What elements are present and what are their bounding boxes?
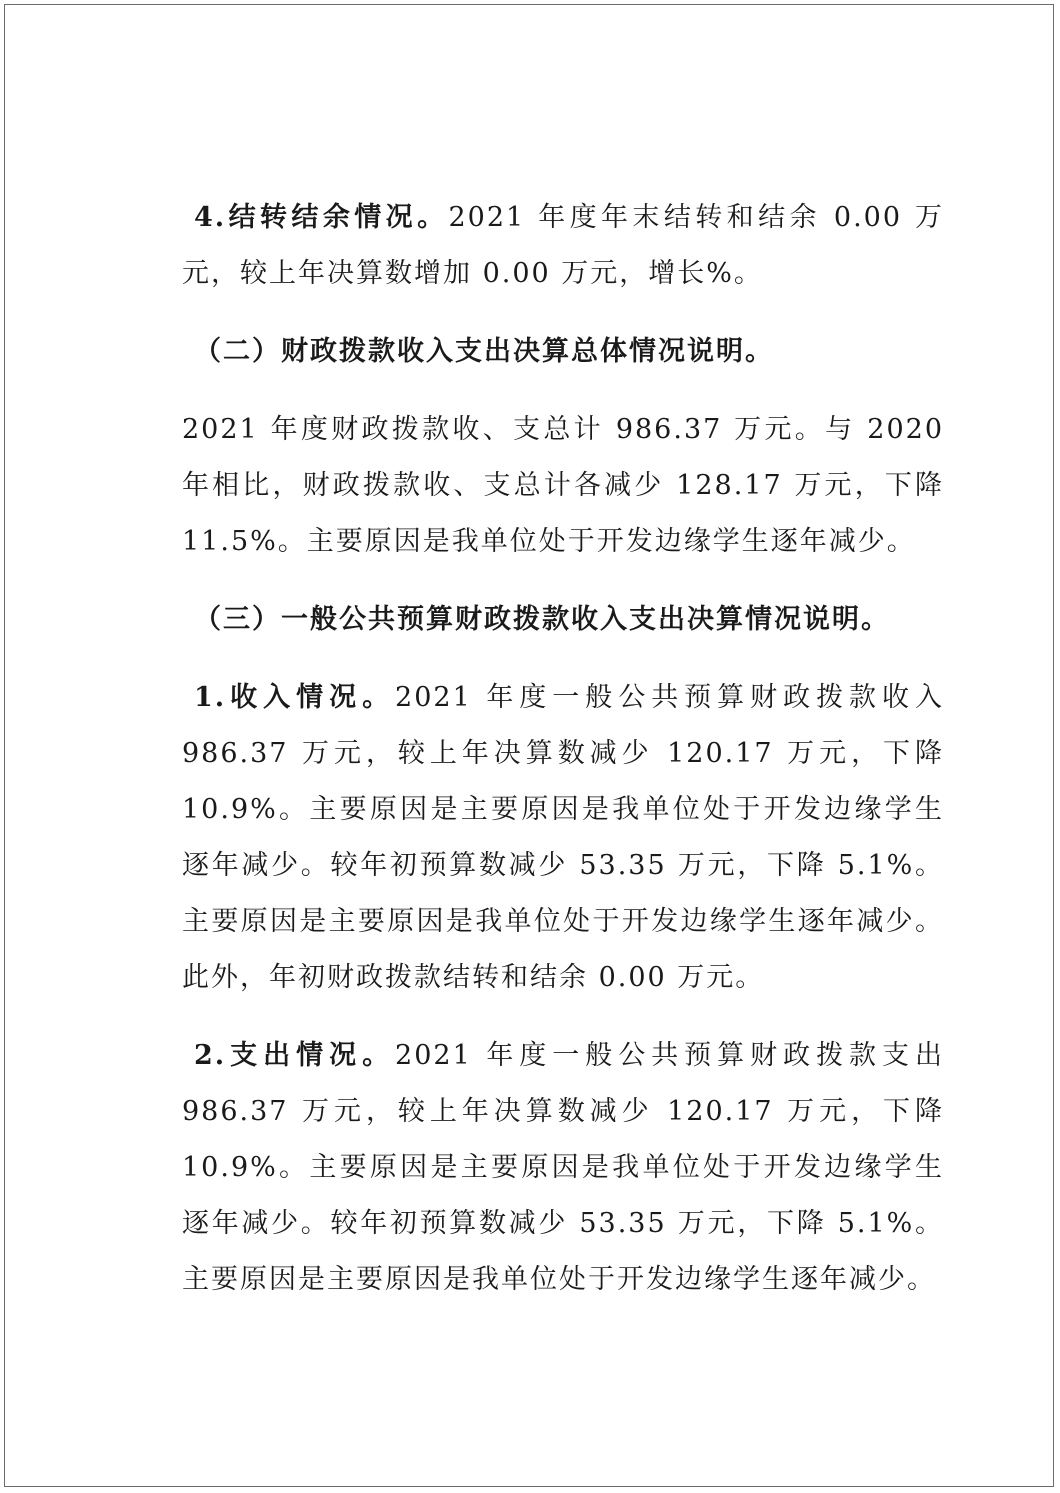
section-carryover-label: 4.结转结余情况。 [194,202,449,233]
expense-label: 2.支出情况。 [194,1040,396,1071]
section-carryover-text: 2021 年度年末结转和结余 0.00 万元，较上年决算数增加 0.00 万元，增长%。 [182,202,945,289]
expense-paragraph [182,1028,944,1308]
section-carryover-paragraph [182,190,944,302]
heading-fiscal-overview: （二）财政拨款收入支出决算总体情况说明。 [194,336,774,367]
income-label: 1.收入情况。 [194,682,396,713]
income-text: 2021 年度一般公共预算财政拨款收入 986.37 万元，较上年决算数减少 120.17 万元，下降 10.9%。主要原因是主要原因是我单位处于开发边缘学生逐年减少。较年初预算数减少 53.35 万元，下降 5.1%。主要原因是主要原因是我单位处于开发边缘学生逐年减少。此外，年初财政拨款结转和结余 0.00 万元。 [182,682,945,993]
heading-general-budget: （三）一般公共预算财政拨款收入支出决算情况说明。 [194,604,890,635]
expense-text: 2021 年度一般公共预算财政拨款支出 986.37 万元，较上年决算数减少 120.17 万元，下降 10.9%。主要原因是主要原因是我单位处于开发边缘学生逐年减少。较年初预算数减少 53.35 万元，下降 5.1%。主要原因是主要原因是我单位处于开发边缘学生逐年减少。 [182,1040,945,1295]
fiscal-overview-paragraph: 2021 年度财政拨款收、支总计 986.37 万元。与 2020 年相比，财政拨款收、支总计各减少 128.17 万元，下降 11.5%。主要原因是我单位处于开发边缘学生逐年减少。 [182,414,944,557]
document-body [182,190,944,1308]
income-paragraph [182,670,944,1006]
